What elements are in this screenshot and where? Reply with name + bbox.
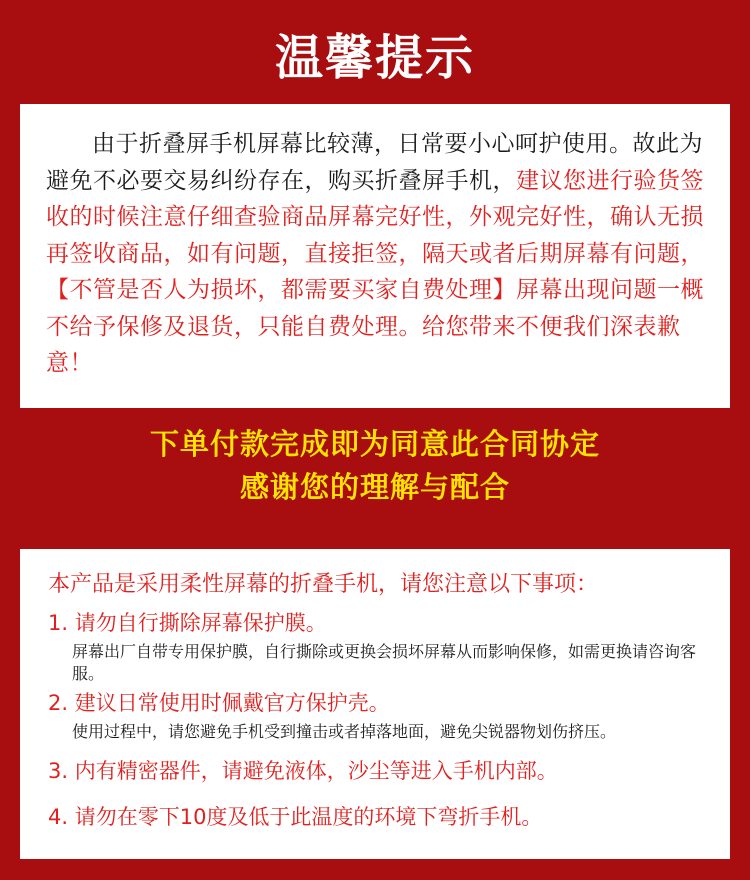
precaution-item-desc: 屏幕出厂自带专用保护膜，自行撕除或更换会损坏屏幕从而影响保修，如需更换请咨询客服。 (72, 642, 697, 683)
notice-paragraph (46, 126, 704, 382)
precaution-item-desc: 使用过程中，请您避免手机受到撞击或者掉落地面，避免尖锐器物划伤挤压。 (72, 722, 617, 741)
precaution-item-title: 4. 请勿在零下10度及低于此温度的环境下弯折手机。 (48, 805, 543, 829)
precaution-item-title: 1. 请勿自行撕除屏幕保护膜。 (48, 611, 327, 635)
precaution-item-title: 3. 内有精密器件，请避免液体，沙尘等进入手机内部。 (48, 759, 558, 783)
precautions-card (20, 549, 730, 859)
precautions-intro: 本产品是采用柔性屏幕的折叠手机，请您注意以下事项： (48, 572, 599, 597)
notice-card (20, 104, 730, 408)
paragraph-normal-text: 由于折叠屏手机屏幕比较薄，日常要小心呵护使用。故此为避免不必要交易纠纷存在，购买折叠屏手机， (46, 131, 703, 194)
thanks-notice: 感谢您的理解与配合 (239, 470, 510, 504)
page-title: 温馨提示 (274, 30, 475, 86)
precaution-item-title: 2. 建议日常使用时佩戴官方保护壳。 (48, 691, 390, 715)
agreement-notice: 下单付款完成即为同意此合同协定 (149, 427, 600, 461)
paragraph-red-text: 建议您进行验货签收的时候注意仔细查验商品屏幕完好性，外观完好性，确认无损再签收商品，如有问题，直接拒签，隔天或者后期屏幕有问题，【不管是否人为损坏，都需要买家自费处理】屏幕出现问题一概不给予保修及退货，只能自费处理。给您带来不便我们深表歉意！ (46, 167, 704, 376)
